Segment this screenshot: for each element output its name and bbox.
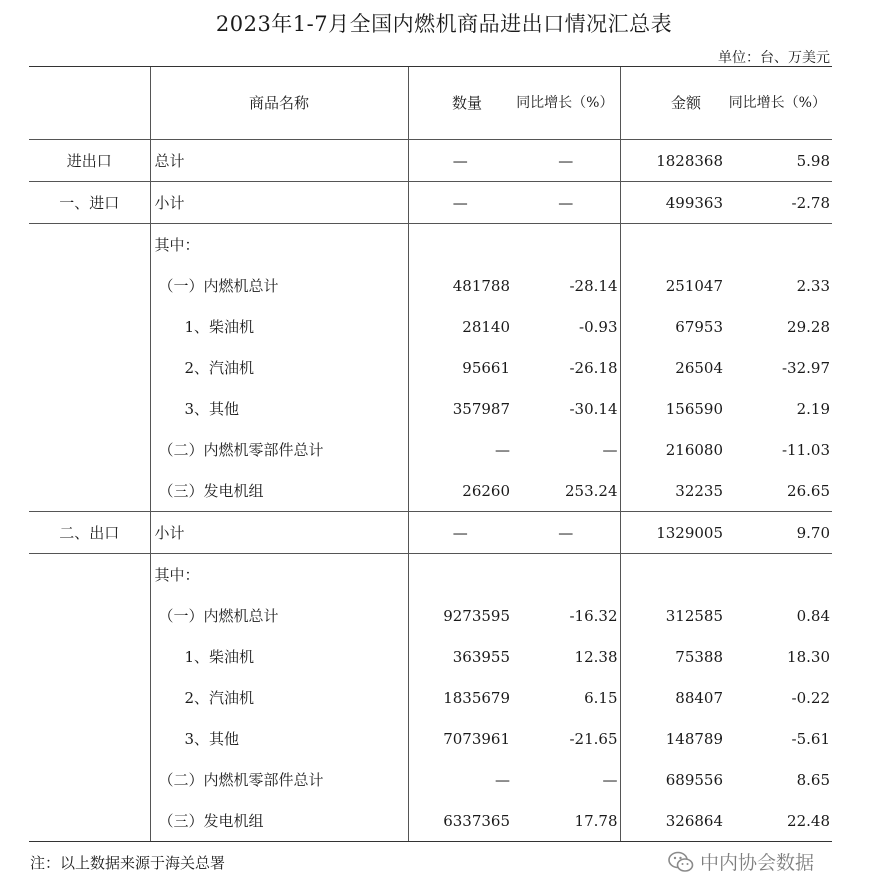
amt-cell: 1828368 bbox=[620, 140, 725, 182]
qty-yoy-cell: — bbox=[558, 151, 574, 170]
qty-cell: — bbox=[408, 182, 512, 224]
amt-cell: 1329005 bbox=[620, 512, 725, 554]
amt-cell: 88407 bbox=[620, 677, 725, 718]
group-cell bbox=[29, 636, 150, 677]
qty-cell bbox=[408, 554, 512, 596]
item-name: 其中： bbox=[150, 554, 408, 596]
group-cell bbox=[29, 595, 150, 636]
table-row bbox=[29, 554, 832, 596]
group-cell bbox=[29, 470, 150, 512]
group-cell bbox=[29, 388, 150, 429]
group-label: 进出口 bbox=[66, 151, 112, 170]
qty-cell: 1835679 bbox=[408, 677, 512, 718]
amt-cell: 156590 bbox=[620, 388, 725, 429]
amt-cell: 251047 bbox=[620, 265, 725, 306]
qty-yoy-cell: 17.78 bbox=[512, 800, 620, 842]
group-cell bbox=[29, 306, 150, 347]
qty-cell: 9273595 bbox=[408, 595, 512, 636]
qty-yoy-cell: -26.18 bbox=[569, 358, 618, 377]
qty-yoy-cell: — bbox=[602, 440, 618, 459]
amt-cell: 499363 bbox=[620, 182, 725, 224]
table-row bbox=[29, 759, 832, 800]
amt-yoy-cell: -32.97 bbox=[781, 358, 830, 377]
amt-cell: 67953 bbox=[620, 306, 725, 347]
table-row bbox=[29, 347, 832, 388]
group-cell bbox=[29, 224, 150, 266]
item-name: （三）发电机组 bbox=[150, 800, 408, 842]
table-row-total bbox=[29, 140, 832, 182]
table-row bbox=[29, 718, 832, 759]
item-name: 总计 bbox=[150, 140, 408, 182]
item-name: （一）内燃机总计 bbox=[150, 265, 408, 306]
amt-cell: 32235 bbox=[620, 470, 725, 512]
qty-cell: — bbox=[408, 512, 512, 554]
qty-cell: 28140 bbox=[408, 306, 512, 347]
amt-cell bbox=[620, 554, 725, 596]
qty-yoy-cell: -16.32 bbox=[569, 606, 618, 625]
table-row bbox=[29, 306, 832, 347]
header-name: 商品名称 bbox=[150, 67, 408, 140]
item-name: （一）内燃机总计 bbox=[150, 595, 408, 636]
header-qty-yoy: 同比增长（%） bbox=[512, 67, 620, 140]
item-name: 1、柴油机 bbox=[150, 636, 408, 677]
wechat-icon bbox=[668, 851, 694, 873]
amt-yoy-cell bbox=[725, 224, 832, 266]
amt-yoy-cell: -0.22 bbox=[791, 688, 830, 707]
amt-yoy-cell: 5.98 bbox=[796, 151, 830, 170]
qty-cell: 363955 bbox=[408, 636, 512, 677]
item-name: 小计 bbox=[150, 182, 408, 224]
item-name: 小计 bbox=[150, 512, 408, 554]
table-row bbox=[29, 677, 832, 718]
qty-yoy-cell: 6.15 bbox=[584, 688, 618, 707]
unit-label: 单位：台、万美元 bbox=[718, 50, 830, 66]
amt-cell: 312585 bbox=[620, 595, 725, 636]
watermark bbox=[668, 848, 814, 875]
qty-yoy-cell: -21.65 bbox=[569, 729, 618, 748]
qty-yoy-cell bbox=[512, 554, 620, 596]
amt-yoy-cell: 29.28 bbox=[787, 317, 830, 336]
amt-yoy-cell: 8.65 bbox=[796, 770, 830, 789]
header-group bbox=[29, 67, 150, 140]
qty-cell: — bbox=[408, 140, 512, 182]
qty-yoy-cell: -30.14 bbox=[569, 399, 618, 418]
header-amount: 金额 bbox=[620, 67, 725, 140]
item-name: 2、汽油机 bbox=[150, 677, 408, 718]
amt-yoy-cell: -2.78 bbox=[725, 182, 832, 224]
group-cell bbox=[29, 677, 150, 718]
group-label: 一、进口 bbox=[29, 182, 150, 224]
qty-cell: 26260 bbox=[408, 470, 512, 512]
table-row bbox=[29, 224, 832, 266]
amt-cell: 326864 bbox=[620, 800, 725, 842]
item-name: （二）内燃机零部件总计 bbox=[150, 759, 408, 800]
amt-cell bbox=[620, 224, 725, 266]
qty-cell: 95661 bbox=[408, 347, 512, 388]
amt-yoy-cell: 26.65 bbox=[787, 481, 830, 500]
item-name: 1、柴油机 bbox=[150, 306, 408, 347]
amt-yoy-cell: 2.19 bbox=[796, 399, 830, 418]
item-name: （二）内燃机零部件总计 bbox=[150, 429, 408, 470]
amt-yoy-cell: 2.33 bbox=[796, 276, 830, 295]
header-row bbox=[29, 67, 832, 140]
table-row-export-subtotal bbox=[29, 512, 832, 554]
group-cell bbox=[29, 718, 150, 759]
group-cell bbox=[29, 800, 150, 842]
table-row bbox=[29, 595, 832, 636]
table-row bbox=[29, 388, 832, 429]
qty-yoy-cell: -28.14 bbox=[569, 276, 618, 295]
qty-yoy-cell: 253.24 bbox=[565, 481, 618, 500]
table-row bbox=[29, 636, 832, 677]
table-row bbox=[29, 429, 832, 470]
item-name: 2、汽油机 bbox=[150, 347, 408, 388]
amt-yoy-cell: 18.30 bbox=[787, 647, 830, 666]
table-row-import-subtotal bbox=[29, 182, 832, 224]
header-quantity: 数量 bbox=[408, 67, 512, 140]
group-label: 二、出口 bbox=[29, 512, 150, 554]
amt-cell: 75388 bbox=[620, 636, 725, 677]
qty-cell: 357987 bbox=[408, 388, 512, 429]
table-row bbox=[29, 800, 832, 842]
source-note: 注：以上数据来源于海关总署 bbox=[30, 854, 226, 872]
item-name: （三）发电机组 bbox=[150, 470, 408, 512]
amt-cell: 689556 bbox=[620, 759, 725, 800]
group-cell bbox=[29, 265, 150, 306]
amt-yoy-cell: -5.61 bbox=[791, 729, 830, 748]
qty-cell: 7073961 bbox=[408, 718, 512, 759]
amt-cell: 216080 bbox=[620, 429, 725, 470]
table-row bbox=[29, 265, 832, 306]
item-name: 其中： bbox=[150, 224, 408, 266]
qty-yoy-cell: 12.38 bbox=[574, 647, 618, 666]
header-amt-yoy: 同比增长（%） bbox=[725, 67, 832, 140]
qty-yoy-cell: -0.93 bbox=[579, 317, 618, 336]
amt-cell: 26504 bbox=[620, 347, 725, 388]
group-cell bbox=[29, 554, 150, 596]
group-cell bbox=[29, 759, 150, 800]
qty-yoy-cell: — bbox=[512, 182, 620, 224]
amt-yoy-cell: 9.70 bbox=[725, 512, 832, 554]
qty-cell: — bbox=[408, 759, 512, 800]
amt-yoy-cell: 22.48 bbox=[725, 800, 832, 842]
qty-cell: 6337365 bbox=[408, 800, 512, 842]
item-name: 3、其他 bbox=[150, 718, 408, 759]
trade-summary-table bbox=[29, 66, 832, 842]
qty-yoy-cell bbox=[512, 224, 620, 266]
amt-yoy-cell bbox=[725, 554, 832, 596]
amt-cell: 148789 bbox=[620, 718, 725, 759]
amt-yoy-cell: 0.84 bbox=[796, 606, 830, 625]
table-title: 2023年1-7月全国内燃机商品进出口情况汇总表 bbox=[215, 12, 673, 36]
qty-cell: 481788 bbox=[408, 265, 512, 306]
qty-cell: — bbox=[408, 429, 512, 470]
qty-cell bbox=[408, 224, 512, 266]
table-row bbox=[29, 470, 832, 512]
amt-yoy-cell: -11.03 bbox=[781, 440, 830, 459]
qty-yoy-cell: — bbox=[512, 512, 620, 554]
watermark-text: 中内协会数据 bbox=[700, 852, 815, 874]
group-cell bbox=[29, 347, 150, 388]
group-cell bbox=[29, 429, 150, 470]
qty-yoy-cell: — bbox=[602, 770, 618, 789]
item-name: 3、其他 bbox=[150, 388, 408, 429]
